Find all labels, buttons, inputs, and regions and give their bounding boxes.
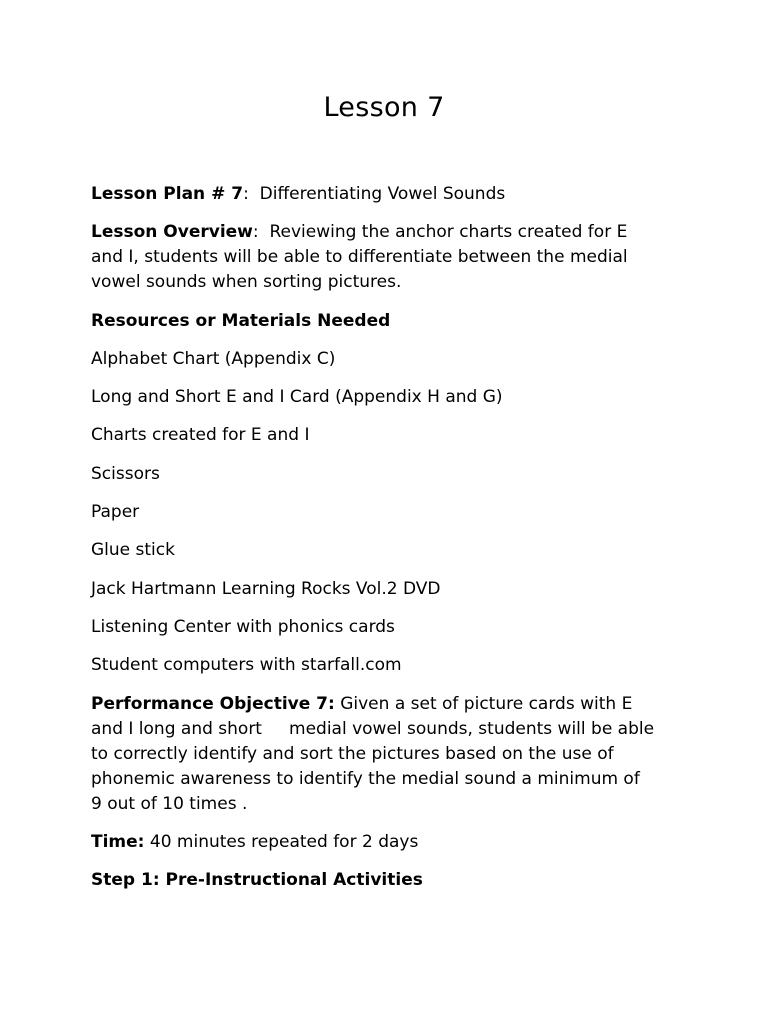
objective-label: Performance Objective 7: — [91, 693, 335, 714]
overview-line-2: and I, students will be able to differentiate between the medial — [91, 247, 628, 268]
objective-line-2a: and I long and short — [91, 718, 262, 739]
step1-heading-text: Step 1: Pre-Instructional Activities — [91, 870, 423, 891]
lesson-plan-value: Differentiating Vowel Sounds — [259, 184, 506, 204]
lesson-plan-sep: : — [243, 184, 260, 204]
objective-paragraph — [91, 692, 691, 817]
resource-item: Glue stick — [91, 540, 175, 561]
step1-heading — [91, 868, 691, 893]
objective-line-2b: medial vowel sounds, students will be able — [289, 718, 655, 739]
overview-line-3: vowel sounds when sorting pictures. — [91, 272, 402, 293]
resource-item: Paper — [91, 502, 140, 523]
objective-line-3: to correctly identify and sort the pictures based on the use of — [91, 743, 614, 764]
objective-line-4: phonemic awareness to identify the medial sound a minimum of — [91, 768, 640, 789]
overview-paragraph — [91, 220, 691, 295]
resource-item: Charts created for E and I — [91, 425, 310, 446]
resource-item: Scissors — [91, 463, 160, 484]
objective-line-1: Given a set of picture cards with E — [340, 693, 633, 714]
resource-item: Alphabet Chart (Appendix C) — [91, 348, 336, 369]
overview-label: Lesson Overview — [91, 222, 253, 243]
overview-sep: : — [252, 222, 270, 243]
lesson-plan-label: Lesson Plan # 7 — [91, 184, 244, 204]
page-title: Lesson 7 — [323, 92, 445, 123]
document-body — [91, 182, 691, 906]
resource-item: Long and Short E and I Card (Appendix H and G) — [91, 387, 503, 408]
resource-item: Listening Center with phonics cards — [91, 616, 395, 637]
time-value: 40 minutes repeated for 2 days — [149, 831, 419, 852]
overview-line-1: Reviewing the anchor charts created for E — [269, 222, 628, 243]
objective-line-5: 9 out of 10 times . — [91, 793, 248, 814]
resource-item: Student computers with starfall.com — [91, 655, 402, 676]
resources-heading-text: Resources or Materials Needed — [91, 310, 391, 331]
resource-item: Jack Hartmann Learning Rocks Vol.2 DVD — [91, 578, 441, 599]
resources-heading — [91, 309, 691, 334]
time-line — [91, 830, 691, 855]
lesson-plan-line — [91, 182, 691, 207]
time-label: Time: — [91, 831, 145, 852]
